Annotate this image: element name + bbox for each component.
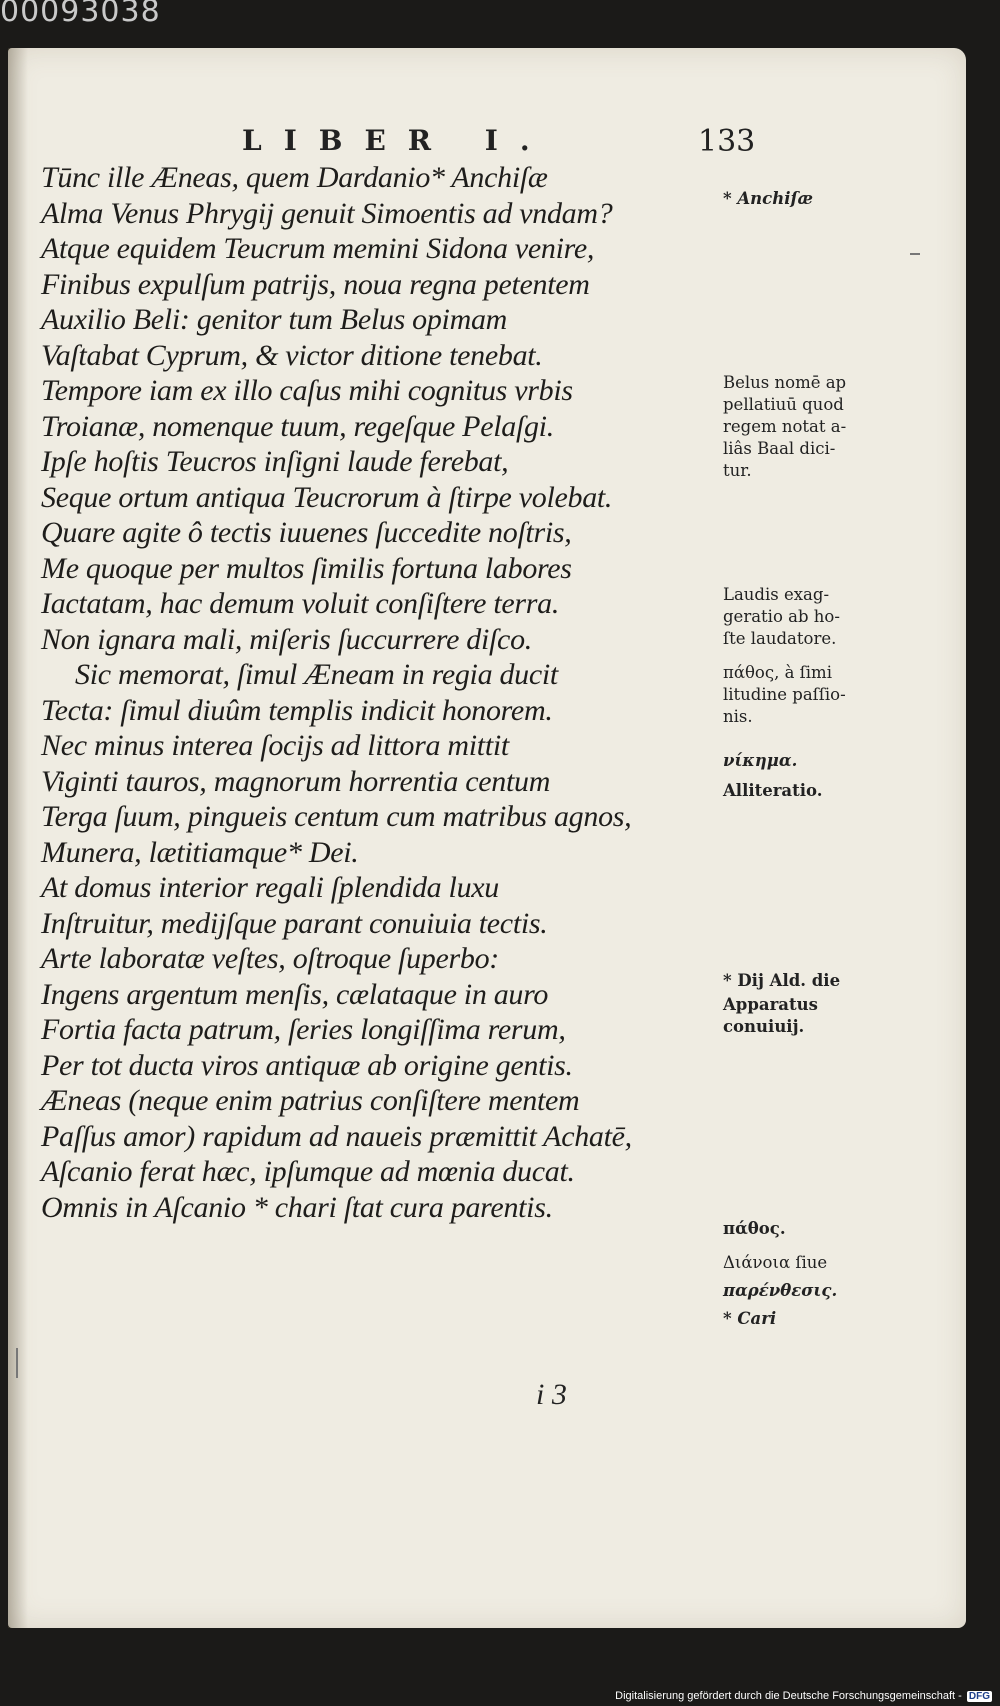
margin-note-cari: * Cari xyxy=(723,1309,777,1328)
verse-line: Per tot ducta viros antiquæ ab origine gentis. xyxy=(41,1048,573,1082)
verse-line: Me quoque per multos ſimilis fortuna labores xyxy=(41,551,572,585)
verse-line: Tempore iam ex illo caſus mihi cognitus vrbis xyxy=(41,374,573,407)
book-page xyxy=(8,48,966,1628)
verse-line: Paſſus amor) rapidum ad naueis præmittit Achatē, xyxy=(41,1119,632,1153)
verse-line: Terga ſuum, pingueis centum cum matribus agnos, xyxy=(41,800,632,833)
verse-line: Arte laboratæ veſtes, oſtroque ſuperbo: xyxy=(41,942,499,975)
margin-note-parenthesis: παρένθεσις. xyxy=(723,1281,838,1300)
verse-line: Auxilio Beli: genitor tum Belus opimam xyxy=(41,303,508,336)
margin-note-alliteratio: Alliteratio. xyxy=(723,781,823,800)
verse-line: Alma Venus Phrygij genuit Simoentis ad vndam? xyxy=(41,196,613,230)
verse-line: Finibus expulſum patrijs, noua regna petentem xyxy=(41,267,590,301)
verse-line: Omnis in Aſcanio * chari ſtat cura parentis. xyxy=(41,1190,553,1224)
margin-note-pathos: πάθος, à ſimi litudine paſſio- nis. xyxy=(723,663,846,726)
verse-line: At domus interior regali ſplendida luxu xyxy=(41,871,499,904)
verse-line: Inſtruitur, medijſque parant conuiuia tectis. xyxy=(41,906,548,940)
signature-mark: i 3 xyxy=(536,1378,567,1411)
verse-line: Æneas (neque enim patrius conſiſtere mentem xyxy=(41,1084,580,1117)
credit-text: Digitalisierung gefördert durch die Deutsche Forschungsgemeinschaft - xyxy=(615,1690,962,1702)
verse-line: Quare agite ô tectis iuuenes ſuccedite noſtris, xyxy=(41,516,572,549)
dfg-logo: DFG xyxy=(968,1691,990,1702)
verse-line: Nec minus interea ſocijs ad littora mittit xyxy=(41,729,509,762)
margin-note-anchisae: * Anchiſæ xyxy=(723,189,813,208)
verse-line: Seque ortum antiqua Teucrorum à ſtirpe volebat. xyxy=(41,480,613,514)
margin-note-dianoia: Διάνοια ſiue xyxy=(723,1253,828,1272)
verse-line: Atque equidem Teucrum memini Sidona venire, xyxy=(41,232,595,265)
verse-line: Munera, lætitiamque* Dei. xyxy=(41,835,359,869)
verse-line: Sic memorat, ſimul Æneam in regia ducit xyxy=(75,658,558,691)
page-mark xyxy=(910,253,920,255)
page-gutter-shadow xyxy=(8,48,28,1628)
scan-id: 00093038 xyxy=(0,0,161,29)
margin-note-greek: νίκημα. xyxy=(723,751,798,770)
margin-note-laudis: Laudis exag- geratio ab ho- ſte laudatore. xyxy=(723,585,840,648)
margin-note-dij: * Dij Ald. die xyxy=(723,971,841,990)
verse-line: Aſcanio ferat hæc, ipſumque ad mœnia ducat. xyxy=(41,1155,575,1188)
verse-list xyxy=(41,160,701,1225)
verse-line: Fortia facta patrum, ſeries longiſſima rerum, xyxy=(41,1013,566,1046)
margin-note-pathos-2: πάθος. xyxy=(723,1219,786,1238)
verse-line: Vaſtabat Cyprum, & victor ditione tenebat. xyxy=(41,338,543,372)
page-mark xyxy=(16,1348,18,1378)
running-head: LIBER I. xyxy=(242,124,552,157)
verse-line: Iactatam, hac demum voluit conſiſtere terra. xyxy=(41,587,560,620)
verse-line: Troianæ, nomenque tuum, regeſque Pelaſgi. xyxy=(41,409,554,443)
verse-line: Tecta: ſimul diuûm templis indicit honorem. xyxy=(41,693,553,727)
digitization-credit xyxy=(615,1690,992,1702)
verse-line: Non ignara mali, miſeris ſuccurrere diſco. xyxy=(41,622,532,656)
margin-note-belus: Belus nomē ap pellatiuū quod regem notat a- liâs Baal dici- tur. xyxy=(723,373,847,480)
verse-line: Tūnc ille Æneas, quem Dardanio* Anchiſæ xyxy=(41,161,548,194)
verse-line: Ingens argentum menſis, cælataque in auro xyxy=(41,977,549,1011)
verse-line: Ipſe hoſtis Teucros inſigni laude ferebat, xyxy=(41,445,509,478)
page-number: 133 xyxy=(698,124,756,159)
verse-line: Viginti tauros, magnorum horrentia centum xyxy=(41,764,551,798)
margin-note-apparatus: Apparatus conuiuij. xyxy=(723,995,818,1036)
